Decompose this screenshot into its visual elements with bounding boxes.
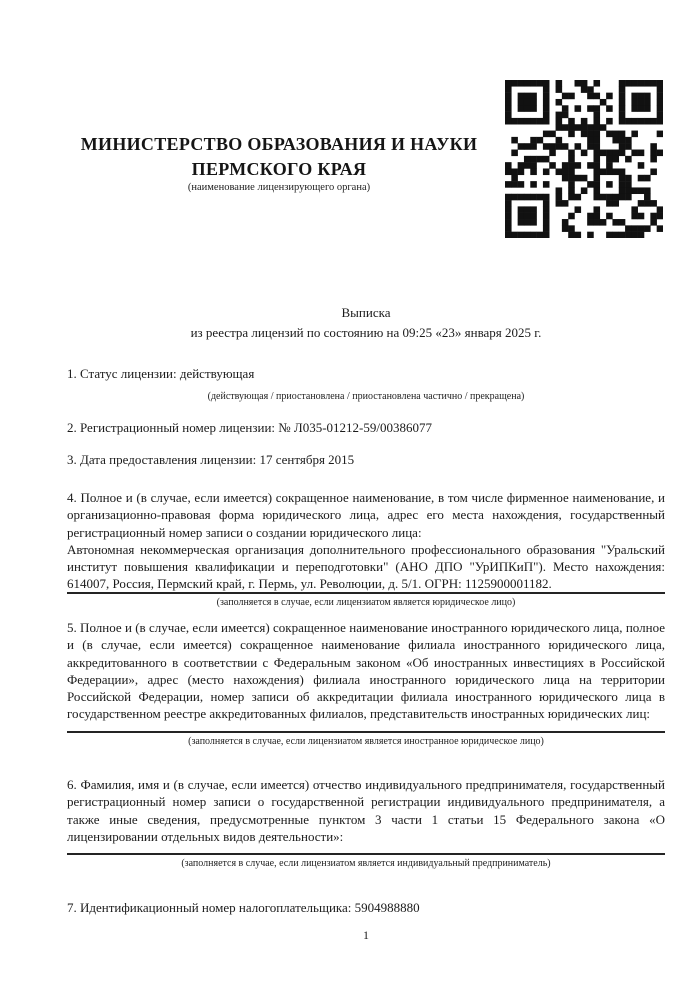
item-6-fill-line bbox=[67, 853, 665, 855]
document-title-line2: из реестра лицензий по состоянию на 09:25 «23» января 2025 г. bbox=[190, 325, 542, 340]
item-1-status-note: (действующая / приостановлена / приостановлена частично / прекращена) bbox=[207, 391, 525, 402]
item-3-grant-date: 3. Дата предоставления лицензии: 17 сентября 2015 bbox=[67, 452, 355, 467]
page-number: 1 bbox=[363, 928, 369, 942]
qr-code bbox=[505, 80, 663, 238]
document-title bbox=[67, 303, 665, 343]
item-4-value: Автономная некоммерческая организация дополнительного профессионального образования "Уральский институт повышения квалификации и переподготовки" (АНО ДПО "УрИПКиП"). Место нахождения: 614007, Россия, Пермский край, г. Пермь, ул. Революции, д. 5/1. ОГРН: 1125900001182. bbox=[67, 541, 665, 592]
item-1-license-status: 1. Статус лицензии: действующая bbox=[67, 366, 255, 381]
ministry-name-line2: ПЕРМСКОГО КРАЯ bbox=[191, 159, 367, 179]
item-2-registration-number: 2. Регистрационный номер лицензии: № Л035-01212-59/00386077 bbox=[67, 420, 433, 435]
item-4-legal-entity bbox=[67, 489, 665, 593]
item-4-note: (заполняется в случае, если лицензиатом является юридическое лицо) bbox=[216, 597, 516, 608]
item-7-taxpayer-number: 7. Идентификационный номер налогоплательщика: 5904988880 bbox=[67, 900, 420, 915]
item-4-fill-line bbox=[67, 592, 665, 594]
ministry-caption: (наименование лицензирующего органа) bbox=[187, 182, 371, 193]
item-5-note: (заполняется в случае, если лицензиатом является иностранное юридическое лицо) bbox=[188, 736, 544, 747]
item-6-entrepreneur: 6. Фамилия, имя и (в случае, если имеется) отчество индивидуального предпринимателя, государственный регистрационный номер записи о государственной регистрации индивидуального предпринимателя, а также иные сведения, предусмотренные пунктом 3 части 1 статьи 15 Федерального закона «О лицензировании отдельных видов деятельности»: bbox=[67, 777, 665, 844]
qr-code-image bbox=[505, 80, 663, 238]
ministry-header bbox=[67, 132, 491, 182]
item-5-fill-line bbox=[67, 731, 665, 733]
ministry-name-line1: МИНИСТЕРСТВО ОБРАЗОВАНИЯ И НАУКИ bbox=[80, 134, 478, 154]
item-4-label: 4. Полное и (в случае, если имеется) сокращенное наименование, в том числе фирменное наименование, и организационно-правовая форма юридического лица, адрес его места нахождения, государственный регистрационный номер записи о создании юридического лица: bbox=[67, 490, 665, 540]
document-title-line1: Выписка bbox=[341, 305, 391, 320]
item-5-foreign-entity: 5. Полное и (в случае, если имеется) сокращенное наименование иностранного юридического лица, полное и (в случае, если имеется) сокращенное наименование филиала иностранного юридического лица, аккредитованного в соответствии с Федеральным законом «Об иностранных инвестициях в Российской Федерации», адрес (место нахождения) филиала иностранного юридического лица на территории Российской Федерации, номер записи об аккредитации филиала иностранного юридического лица в государственном реестре аккредитованных филиалов, представительств иностранных юридических лиц: bbox=[67, 620, 665, 722]
item-6-note: (заполняется в случае, если лицензиатом является индивидуальный предприниматель) bbox=[181, 858, 551, 869]
